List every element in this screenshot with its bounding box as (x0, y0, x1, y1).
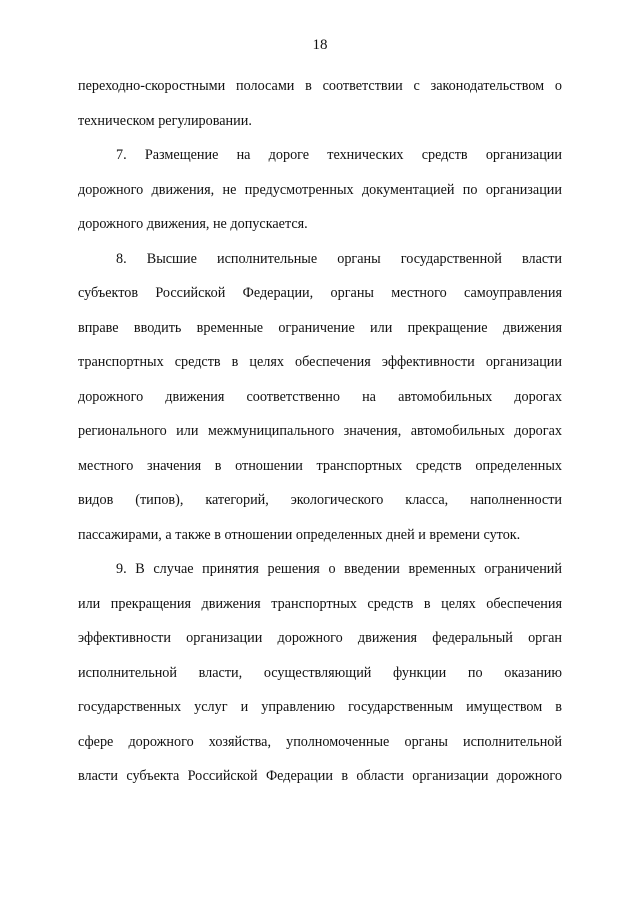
text-line: регионального или межмуниципального значения, автомобильных дорогах (78, 423, 562, 439)
text-line: транспортных средств в целях обеспечения эффективности организации (78, 354, 562, 370)
paragraph-7 (78, 138, 562, 242)
text-line: местного значения в отношении транспортных средств определенных (78, 457, 562, 474)
text-line: субъектов Российской Федерации, органы местного самоуправления (78, 285, 562, 301)
text-line: государственных услуг и управлению государственным имуществом в (78, 699, 562, 715)
text-line: 8. Высшие исполнительные органы государственной власти (116, 250, 562, 267)
text-line: видов (типов), категорий, экологического класса, наполненности (78, 492, 562, 508)
text-line: исполнительной власти, осуществляющий функции по оказанию (78, 664, 562, 681)
text-line: 7. Размещение на дороге технических средств организации (116, 147, 562, 163)
text-line: техническом регулировании. (78, 112, 252, 129)
text-line: власти субъекта Российской Федерации в области организации дорожного (78, 768, 562, 784)
paragraph-continuation (78, 69, 562, 138)
paragraph-9 (78, 552, 562, 794)
text-line: сфере дорожного хозяйства, уполномоченные органы исполнительной (78, 733, 562, 750)
document-body (78, 69, 562, 794)
paragraph-8 (78, 242, 562, 553)
text-line: переходно-скоростными полосами в соответствии с законодательством о (78, 78, 562, 94)
text-line: дорожного движения, не предусмотренных документацией по организации (78, 181, 562, 198)
text-line: или прекращения движения транспортных средств в целях обеспечения (78, 595, 562, 612)
text-line: пассажирами, а также в отношении определенных дней и времени суток. (78, 526, 521, 543)
text-line: дорожного движения, не допускается. (78, 216, 308, 232)
text-line: 9. В случае принятия решения о введении временных ограничений (116, 561, 562, 577)
page-number: 18 (312, 37, 328, 53)
text-line: вправе вводить временные ограничение или прекращение движения (78, 319, 562, 336)
text-line: эффективности организации дорожного движения федеральный орган (78, 630, 562, 646)
text-line: дорожного движения соответственно на автомобильных дорогах (78, 388, 562, 405)
